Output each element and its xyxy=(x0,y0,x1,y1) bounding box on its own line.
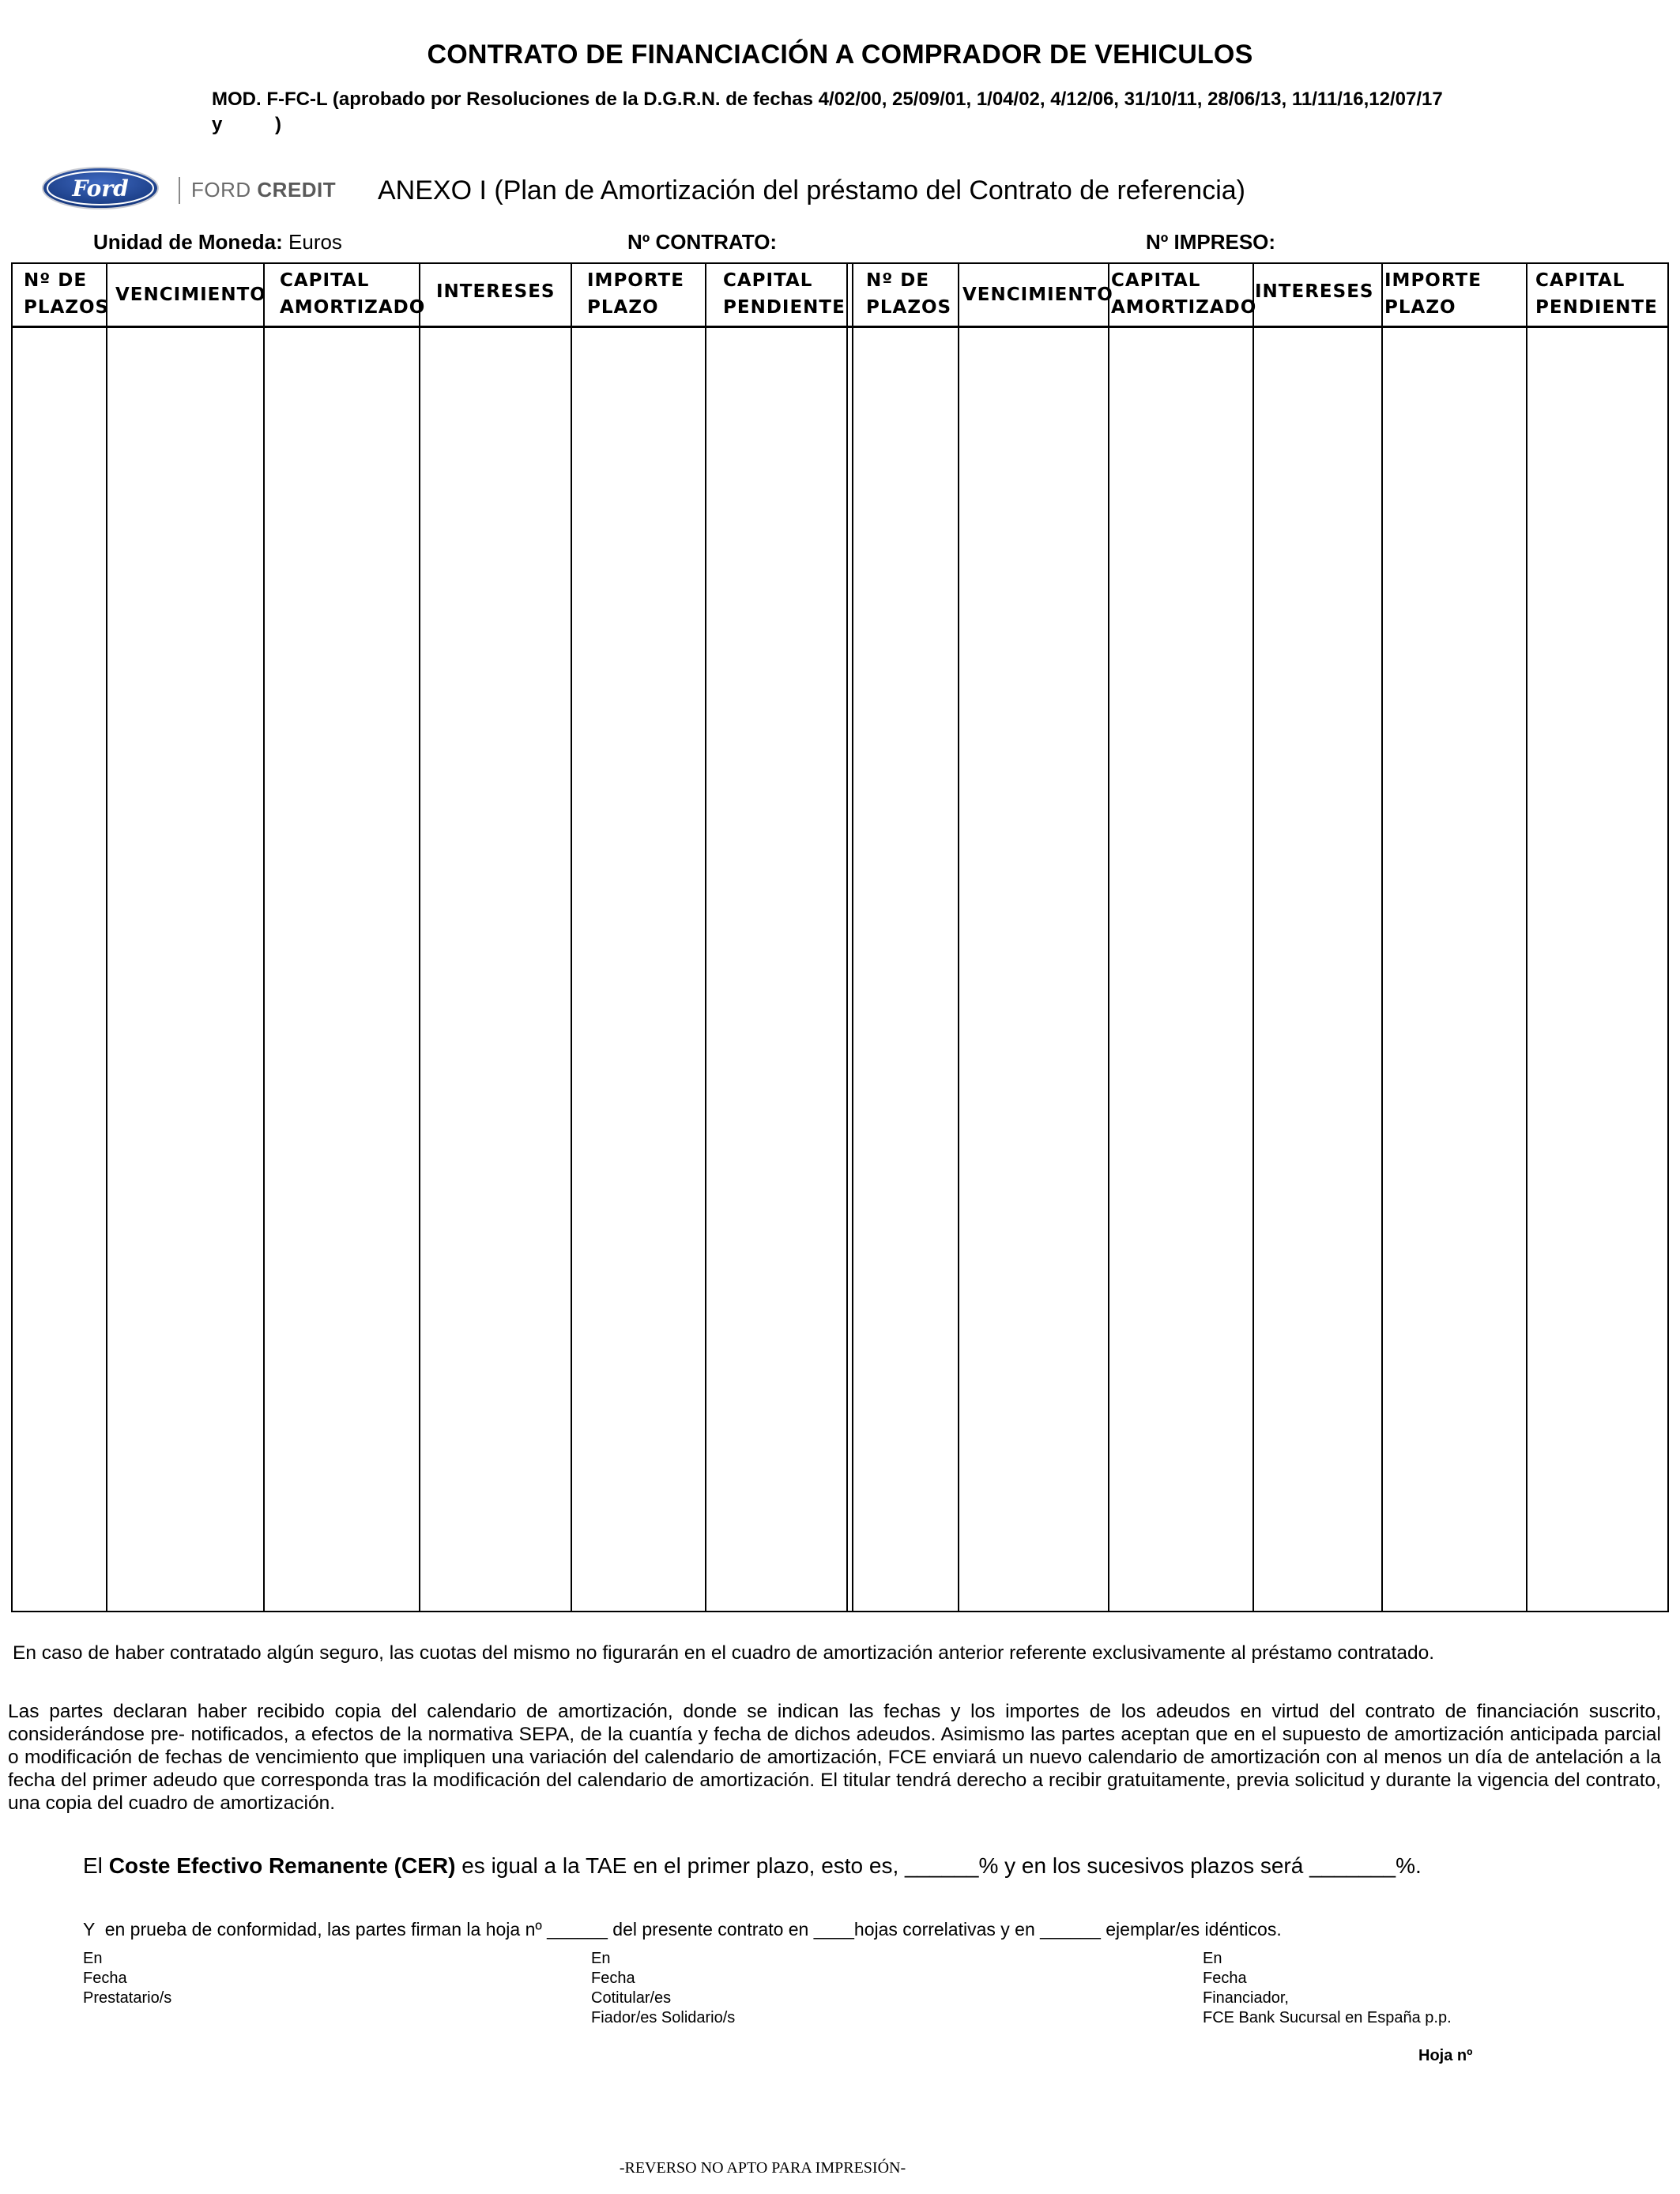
column-header: CAPITAL PENDIENTE xyxy=(1535,270,1658,318)
column-header: CAPITAL PENDIENTE xyxy=(723,270,846,318)
signature-line: En xyxy=(83,1950,103,1967)
contract-number-field: Nº CONTRATO: xyxy=(627,230,778,254)
signature-line: En xyxy=(1203,1950,1222,1967)
ford-credit-logo xyxy=(41,166,349,215)
table-column-divider xyxy=(705,262,706,1612)
table-column-divider xyxy=(571,262,572,1612)
signature-line: Fecha xyxy=(83,1970,127,1987)
document-title: CONTRATO DE FINANCIACIÓN A COMPRADOR DE VEHICULOS xyxy=(427,40,1253,70)
reverse-note: -REVERSO NO APTO PARA IMPRESIÓN- xyxy=(619,2159,906,2177)
table-column-divider xyxy=(1381,262,1383,1612)
table-column-divider xyxy=(958,262,959,1612)
cer-statement: El Coste Efectivo Remanente (CER) es igual a la TAE en el primer plazo, esto es, ______% y en los sucesivos plazos será _______%. xyxy=(83,1853,1422,1878)
signature-line: Fecha xyxy=(591,1970,635,1987)
signature-line: Financiador, xyxy=(1203,1989,1289,2007)
table-column-divider xyxy=(1526,262,1527,1612)
signature-line: En xyxy=(591,1950,611,1967)
table-column-divider xyxy=(852,262,853,1612)
currency-value: Euros xyxy=(288,230,342,254)
model-reference xyxy=(212,87,1603,138)
column-header: INTERESES xyxy=(1255,281,1374,302)
table-column-divider xyxy=(1108,262,1109,1612)
column-header: Nº DE PLAZOS xyxy=(866,270,952,318)
table-column-divider xyxy=(846,262,848,1612)
signature-block-borrower xyxy=(83,1949,171,2008)
column-header: CAPITAL AMORTIZADO xyxy=(1111,270,1257,318)
ford-oval-icon xyxy=(41,166,160,210)
currency-label: Unidad de Moneda: xyxy=(93,230,283,254)
logo-separator xyxy=(179,177,180,204)
print-number-field: Nº IMPRESO: xyxy=(1146,230,1276,254)
signature-line: Prestatario/s xyxy=(83,1989,172,2007)
column-header: Nº DE PLAZOS xyxy=(24,270,110,318)
signature-block-lender xyxy=(1203,1949,1452,2028)
column-header: INTERESES xyxy=(436,281,556,302)
currency-field xyxy=(93,230,342,254)
sheet-number-label: Hoja nº xyxy=(1418,2047,1473,2064)
insurance-note: En caso de haber contratado algún seguro, las cuotas del mismo no figurarán en el cuadro de amortización anterior referente exclusivamente al préstamo contratado. xyxy=(13,1642,1435,1664)
table-column-divider xyxy=(419,262,420,1612)
signature-line: Cotitular/es xyxy=(591,1989,672,2007)
declaration-paragraph: Las partes declaran haber recibido copia del calendario de amortización, donde se indican las fechas y los importes de los adeudos en virtud del contrato de financiación suscrito, considerándose pre- notificados, a efectos de la normativa SEPA, de la cuantía y fecha de dichos adeudos. Asimismo las partes aceptan que en el supuesto de amortización anticipada parcial o modificación de fechas de vencimiento que impliquen una variación del calendario de amortización, FCE enviará un nuevo calendario de amortización con al menos un día de antelación a la fecha del primer adeudo que corresponda tras la modificación del calendario de amortización. El titular tendrá derecho a recibir gratuitamente, previa solicitud y durante la vigencia del contrato, una copia del cuadro de amortización. xyxy=(8,1701,1661,1814)
model-reference-line2: y ) xyxy=(212,114,282,135)
conformity-statement: Y en prueba de conformidad, las partes firman la hoja nº ______ del presente contrato en ____hojas correlativas y en ______ ejemplar/es idénticos. xyxy=(83,1919,1282,1940)
signature-line: Fecha xyxy=(1203,1970,1247,1987)
column-header: IMPORTE PLAZO xyxy=(1384,270,1482,318)
signature-line: Fiador/es Solidario/s xyxy=(591,2009,736,2026)
model-reference-line1: MOD. F-FC-L (aprobado por Resoluciones de la D.G.R.N. de fechas 4/02/00, 25/09/01, 1/04/02, 4/12/06, 31/10/11, 28/06/13, 11/11/16,12/07/17 xyxy=(212,89,1443,110)
ford-script-text: Ford xyxy=(72,175,129,202)
column-header: VENCIMIENTO xyxy=(115,285,266,305)
ford-credit-wordmark: FORD CREDIT xyxy=(191,178,337,202)
table-column-divider xyxy=(263,262,265,1612)
table-column-divider xyxy=(106,262,107,1612)
annex-title: ANEXO I (Plan de Amortización del préstamo del Contrato de referencia) xyxy=(378,175,1245,205)
table-column-divider xyxy=(1252,262,1254,1612)
table-header-divider xyxy=(11,326,1669,328)
signature-line: FCE Bank Sucursal en España p.p. xyxy=(1203,2009,1452,2026)
column-header: VENCIMIENTO xyxy=(962,285,1113,305)
column-header: CAPITAL AMORTIZADO xyxy=(280,270,426,318)
column-header: IMPORTE PLAZO xyxy=(587,270,684,318)
amortization-table xyxy=(11,262,1669,1612)
signature-block-cosigner xyxy=(591,1949,735,2028)
